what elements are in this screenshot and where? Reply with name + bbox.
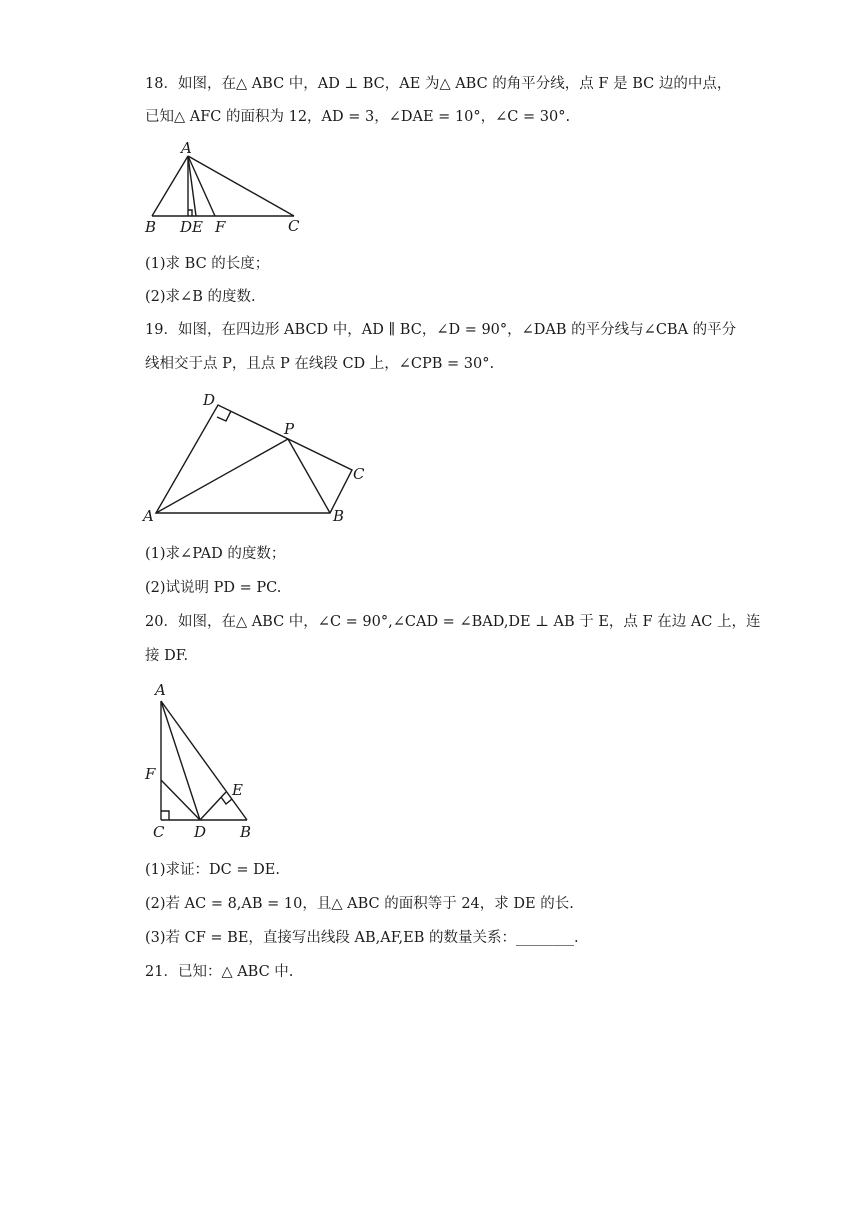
q20-label-f: F [145, 765, 156, 783]
q18-part1: (1)求 BC 的长度； [145, 256, 270, 272]
q18-stem-line1: 18．如图，在△ ABC 中，AD ⊥ BC，AE 为△ ABC 的角平分线，点 F 是 BC 边的中点， [145, 76, 732, 92]
q20-part1: (1)求证：DC = DE. [145, 862, 280, 878]
q19-figure [140, 386, 380, 528]
q18-label-c: C [288, 217, 300, 235]
q18-part2: (2)求∠B 的度数. [145, 289, 256, 305]
q18-label-a: A [181, 139, 192, 157]
q20-stem-line2: 接 DF. [145, 648, 189, 664]
q18-label-e: E [192, 218, 203, 236]
q19-stem-line2: 线相交于点 P，且点 P 在线段 CD 上，∠CPB = 30°. [145, 356, 495, 372]
q19-label-p: P [284, 420, 295, 438]
q20-label-c: C [153, 823, 165, 841]
q20-figure [140, 680, 270, 846]
q20-part3: (3)若 CF = BE，直接写出线段 AB,AF,EB 的数量关系：________. [145, 930, 579, 946]
q19-part2: (2)试说明 PD = PC. [145, 580, 282, 596]
q20-label-a: A [155, 681, 166, 699]
q19-label-d: D [203, 391, 216, 409]
q18-figure [140, 138, 320, 238]
q18-label-f: F [215, 218, 226, 236]
q19-label-a: A [143, 507, 154, 525]
q19-label-b: B [333, 507, 345, 525]
q21-stem-line1: 21．已知：△ ABC 中. [145, 964, 294, 980]
q20-part2: (2)若 AC = 8,AB = 10，且△ ABC 的面积等于 24，求 DE 的长. [145, 896, 574, 912]
q20-label-e: E [232, 781, 243, 799]
q20-label-d: D [194, 823, 207, 841]
q19-part1: (1)求∠PAD 的度数； [145, 546, 286, 562]
q19-label-c: C [353, 465, 365, 483]
q18-stem-line2: 已知△ AFC 的面积为 12，AD = 3，∠DAE = 10°，∠C = 30°. [145, 109, 571, 125]
q18-label-b: B [145, 218, 157, 236]
q18-label-d: D [180, 218, 193, 236]
q20-label-b: B [240, 823, 252, 841]
q19-stem-line1: 19．如图，在四边形 ABCD 中，AD ∥ BC，∠D = 90°，∠DAB 的平分线与∠CBA 的平分 [145, 322, 737, 338]
q20-stem-line1: 20．如图，在△ ABC 中，∠C = 90°,∠CAD = ∠BAD,DE ⊥ AB 于 E，点 F 在边 AC 上，连 [145, 614, 761, 630]
